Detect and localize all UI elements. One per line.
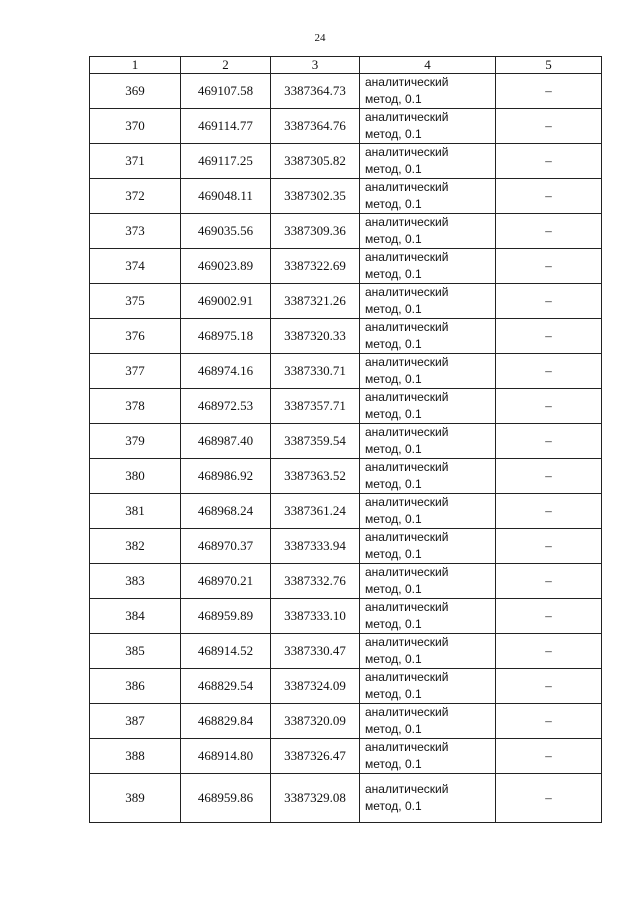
method-line-1: аналитический	[365, 390, 449, 404]
method-cell	[360, 144, 496, 179]
note-cell: –	[496, 599, 602, 634]
note-cell: –	[496, 179, 602, 214]
y-coordinate-cell: 3387326.47	[271, 739, 360, 774]
method-line-2: метод, 0.1	[365, 799, 422, 813]
coordinates-table	[89, 56, 602, 823]
table-row	[90, 389, 602, 424]
point-number-cell: 378	[90, 389, 181, 424]
method-line-1: аналитический	[365, 145, 449, 159]
method-cell	[360, 669, 496, 704]
y-coordinate-cell: 3387364.76	[271, 109, 360, 144]
method-line-2: метод, 0.1	[365, 92, 422, 106]
note-cell: –	[496, 284, 602, 319]
x-coordinate-cell: 468972.53	[181, 389, 271, 424]
method-line-1: аналитический	[365, 670, 449, 684]
table-header-row	[90, 57, 602, 74]
y-coordinate-cell: 3387357.71	[271, 389, 360, 424]
method-line-2: метод, 0.1	[365, 757, 422, 771]
x-coordinate-cell: 469035.56	[181, 214, 271, 249]
point-number-cell: 385	[90, 634, 181, 669]
point-number-cell: 371	[90, 144, 181, 179]
note-cell: –	[496, 214, 602, 249]
method-line-1: аналитический	[365, 705, 449, 719]
method-cell	[360, 494, 496, 529]
x-coordinate-cell: 468829.54	[181, 669, 271, 704]
point-number-cell: 374	[90, 249, 181, 284]
y-coordinate-cell: 3387322.69	[271, 249, 360, 284]
x-coordinate-cell: 468975.18	[181, 319, 271, 354]
x-coordinate-cell: 468959.89	[181, 599, 271, 634]
note-cell: –	[496, 774, 602, 823]
point-number-cell: 389	[90, 774, 181, 823]
table-row	[90, 529, 602, 564]
point-number-cell: 387	[90, 704, 181, 739]
method-line-2: метод, 0.1	[365, 337, 422, 351]
method-cell	[360, 74, 496, 109]
method-cell	[360, 319, 496, 354]
table-body	[90, 74, 602, 823]
y-coordinate-cell: 3387320.33	[271, 319, 360, 354]
method-line-2: метод, 0.1	[365, 127, 422, 141]
table-row	[90, 564, 602, 599]
x-coordinate-cell: 469107.58	[181, 74, 271, 109]
x-coordinate-cell: 468959.86	[181, 774, 271, 823]
note-cell: –	[496, 389, 602, 424]
method-cell	[360, 214, 496, 249]
note-cell: –	[496, 109, 602, 144]
method-cell	[360, 424, 496, 459]
method-line-2: метод, 0.1	[365, 722, 422, 736]
method-line-2: метод, 0.1	[365, 652, 422, 666]
point-number-cell: 386	[90, 669, 181, 704]
method-line-1: аналитический	[365, 285, 449, 299]
x-coordinate-cell: 469048.11	[181, 179, 271, 214]
method-line-1: аналитический	[365, 355, 449, 369]
table-row	[90, 214, 602, 249]
note-cell: –	[496, 144, 602, 179]
method-line-1: аналитический	[365, 250, 449, 264]
point-number-cell: 370	[90, 109, 181, 144]
method-cell	[360, 529, 496, 564]
x-coordinate-cell: 469117.25	[181, 144, 271, 179]
column-header-5: 5	[496, 57, 602, 74]
method-cell	[360, 774, 496, 823]
point-number-cell: 383	[90, 564, 181, 599]
method-line-1: аналитический	[365, 110, 449, 124]
method-cell	[360, 739, 496, 774]
x-coordinate-cell: 468914.80	[181, 739, 271, 774]
point-number-cell: 380	[90, 459, 181, 494]
method-line-1: аналитический	[365, 740, 449, 754]
method-line-2: метод, 0.1	[365, 197, 422, 211]
note-cell: –	[496, 494, 602, 529]
y-coordinate-cell: 3387333.10	[271, 599, 360, 634]
method-line-2: метод, 0.1	[365, 232, 422, 246]
method-line-1: аналитический	[365, 425, 449, 439]
method-line-1: аналитический	[365, 75, 449, 89]
method-line-1: аналитический	[365, 600, 449, 614]
method-line-2: метод, 0.1	[365, 512, 422, 526]
table-row	[90, 424, 602, 459]
note-cell: –	[496, 354, 602, 389]
method-cell	[360, 354, 496, 389]
x-coordinate-cell: 469002.91	[181, 284, 271, 319]
note-cell: –	[496, 634, 602, 669]
method-line-1: аналитический	[365, 320, 449, 334]
method-line-2: метод, 0.1	[365, 162, 422, 176]
method-line-2: метод, 0.1	[365, 407, 422, 421]
method-cell	[360, 284, 496, 319]
y-coordinate-cell: 3387309.36	[271, 214, 360, 249]
table-row	[90, 319, 602, 354]
y-coordinate-cell: 3387329.08	[271, 774, 360, 823]
y-coordinate-cell: 3387359.54	[271, 424, 360, 459]
y-coordinate-cell: 3387361.24	[271, 494, 360, 529]
method-line-1: аналитический	[365, 180, 449, 194]
x-coordinate-cell: 469023.89	[181, 249, 271, 284]
x-coordinate-cell: 469114.77	[181, 109, 271, 144]
x-coordinate-cell: 468968.24	[181, 494, 271, 529]
y-coordinate-cell: 3387332.76	[271, 564, 360, 599]
page-number: 24	[314, 32, 326, 44]
method-line-1: аналитический	[365, 530, 449, 544]
point-number-cell: 379	[90, 424, 181, 459]
table-row	[90, 459, 602, 494]
column-header-2: 2	[181, 57, 271, 74]
method-line-1: аналитический	[365, 460, 449, 474]
point-number-cell: 372	[90, 179, 181, 214]
table-row	[90, 669, 602, 704]
note-cell: –	[496, 74, 602, 109]
column-header-4: 4	[360, 57, 496, 74]
point-number-cell: 373	[90, 214, 181, 249]
y-coordinate-cell: 3387330.47	[271, 634, 360, 669]
method-line-1: аналитический	[365, 635, 449, 649]
note-cell: –	[496, 739, 602, 774]
table-row	[90, 599, 602, 634]
x-coordinate-cell: 468829.84	[181, 704, 271, 739]
method-cell	[360, 249, 496, 284]
method-cell	[360, 109, 496, 144]
method-line-2: метод, 0.1	[365, 302, 422, 316]
method-line-1: аналитический	[365, 565, 449, 579]
table-row	[90, 774, 602, 823]
table-row	[90, 109, 602, 144]
x-coordinate-cell: 468970.21	[181, 564, 271, 599]
note-cell: –	[496, 459, 602, 494]
point-number-cell: 377	[90, 354, 181, 389]
note-cell: –	[496, 319, 602, 354]
point-number-cell: 376	[90, 319, 181, 354]
method-cell	[360, 179, 496, 214]
method-cell	[360, 599, 496, 634]
table-row	[90, 249, 602, 284]
table-row	[90, 179, 602, 214]
method-line-2: метод, 0.1	[365, 687, 422, 701]
column-header-1: 1	[90, 57, 181, 74]
y-coordinate-cell: 3387320.09	[271, 704, 360, 739]
table-row	[90, 284, 602, 319]
table-row	[90, 494, 602, 529]
x-coordinate-cell: 468914.52	[181, 634, 271, 669]
point-number-cell: 388	[90, 739, 181, 774]
method-line-2: метод, 0.1	[365, 442, 422, 456]
method-line-1: аналитический	[365, 782, 449, 796]
table-row	[90, 74, 602, 109]
point-number-cell: 382	[90, 529, 181, 564]
method-line-2: метод, 0.1	[365, 547, 422, 561]
x-coordinate-cell: 468987.40	[181, 424, 271, 459]
note-cell: –	[496, 669, 602, 704]
method-cell	[360, 459, 496, 494]
y-coordinate-cell: 3387330.71	[271, 354, 360, 389]
x-coordinate-cell: 468986.92	[181, 459, 271, 494]
point-number-cell: 381	[90, 494, 181, 529]
method-cell	[360, 634, 496, 669]
point-number-cell: 384	[90, 599, 181, 634]
y-coordinate-cell: 3387305.82	[271, 144, 360, 179]
note-cell: –	[496, 529, 602, 564]
method-cell	[360, 704, 496, 739]
method-line-2: метод, 0.1	[365, 372, 422, 386]
method-line-2: метод, 0.1	[365, 477, 422, 491]
y-coordinate-cell: 3387363.52	[271, 459, 360, 494]
method-line-1: аналитический	[365, 495, 449, 509]
method-line-2: метод, 0.1	[365, 617, 422, 631]
note-cell: –	[496, 704, 602, 739]
note-cell: –	[496, 564, 602, 599]
table-row	[90, 704, 602, 739]
note-cell: –	[496, 249, 602, 284]
point-number-cell: 369	[90, 74, 181, 109]
note-cell: –	[496, 424, 602, 459]
column-header-3: 3	[271, 57, 360, 74]
y-coordinate-cell: 3387324.09	[271, 669, 360, 704]
point-number-cell: 375	[90, 284, 181, 319]
method-line-2: метод, 0.1	[365, 582, 422, 596]
method-cell	[360, 389, 496, 424]
y-coordinate-cell: 3387364.73	[271, 74, 360, 109]
method-cell	[360, 564, 496, 599]
table-row	[90, 354, 602, 389]
table-row	[90, 144, 602, 179]
y-coordinate-cell: 3387302.35	[271, 179, 360, 214]
y-coordinate-cell: 3387333.94	[271, 529, 360, 564]
method-line-2: метод, 0.1	[365, 267, 422, 281]
y-coordinate-cell: 3387321.26	[271, 284, 360, 319]
table-row	[90, 739, 602, 774]
x-coordinate-cell: 468974.16	[181, 354, 271, 389]
method-line-1: аналитический	[365, 215, 449, 229]
table-row	[90, 634, 602, 669]
x-coordinate-cell: 468970.37	[181, 529, 271, 564]
